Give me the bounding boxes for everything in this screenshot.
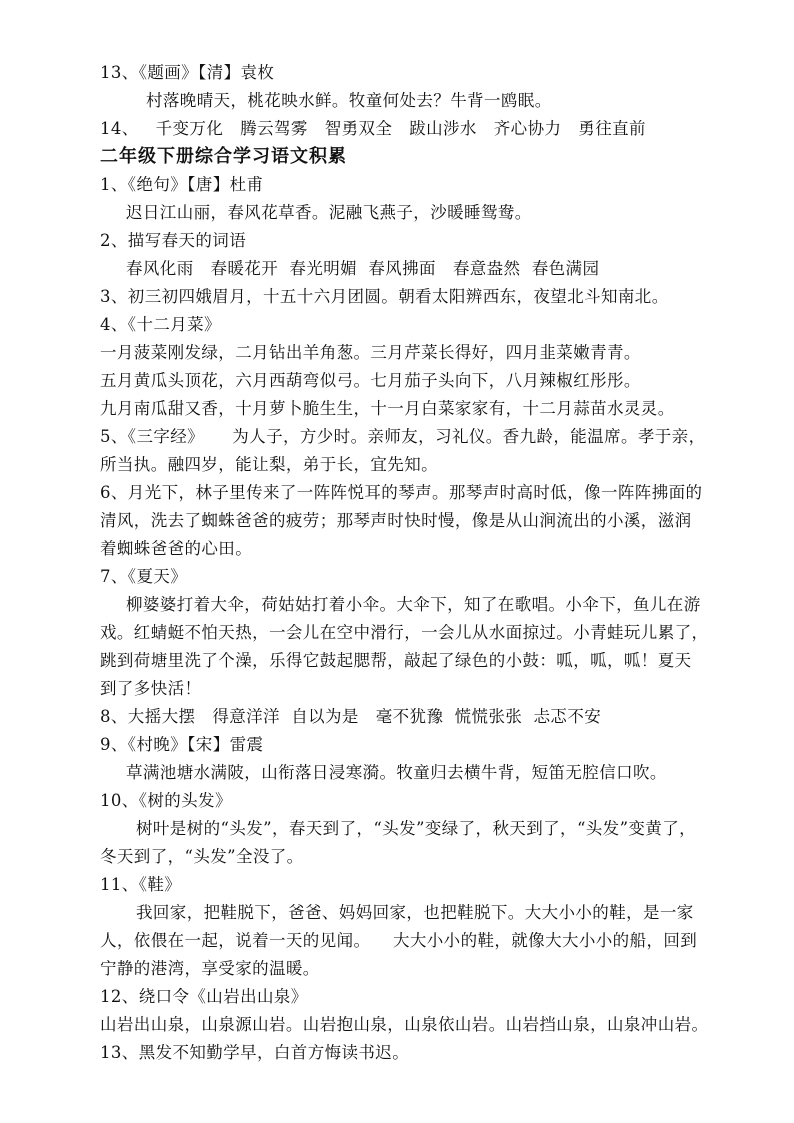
item-9-title: 9、《村晚》【宋】雷震 [100,735,264,754]
item-8-idioms: 8、大摇大摆 得意洋洋 自以为是 毫不犹豫 慌慌张张 忐忑不安 [100,707,602,726]
summer-line-2: 戏。红蜻蜓不怕天热，一会儿在空中滑行，一会儿从水面掠过。小青蛙玩儿累了， [100,623,709,642]
vegetables-line-3: 九月南瓜甜又香，十月萝卜脆生生，十一月白菜家家有，十二月蒜苗水灵灵。 [100,399,675,418]
section-heading: 二年级下册综合学习语文积累 [100,146,347,167]
item-1-title: 1、《绝句》【唐】杜甫 [100,175,264,194]
vegetables-line-2: 五月黄瓜头顶花，六月西葫弯似弓。七月茄子头向下，八月辣椒红彤彤。 [100,371,641,390]
item-5-sanzijing-line-2: 所当执。融四岁，能让梨，弟于长，宜先知。 [100,455,438,474]
item-12-title: 12、绕口令《山岩出山泉》 [100,987,308,1006]
item-13-title: 13、《题画》【清】袁枚 [100,63,275,82]
tongue-twister-text: 山岩出山泉，山泉源山岩。山岩抱山泉，山泉依山岩。山岩挡山泉，山泉冲山岩。 [100,1015,709,1034]
item-13-proverb: 13、黑发不知勤学早，白首方悔读书迟。 [100,1043,410,1062]
summer-line-3: 跳到荷塘里洗了个澡，乐得它鼓起腮帮，敲起了绿色的小鼓：呱，呱，呱！夏天 [100,651,692,670]
item-6-line-2: 清风，洗去了蜘蛛爸爸的疲劳；那琴声时快时慢，像是从山涧流出的小溪，滋润 [100,511,692,530]
item-6-line-1: 6、月光下，林子里传来了一阵阵悦耳的琴声。那琴声时高时低，像一阵阵拂面的 [100,483,703,502]
item-5-sanzijing-line-1: 5、《三字经》 为人子，方少时。亲师友，习礼仪。香九龄，能温席。孝于亲， [100,427,706,446]
tree-hair-line-2: 冬天到了，“头发”全没了。 [100,847,304,866]
item-6-line-3: 着蜘蛛爸爸的心田。 [100,539,253,558]
item-7-title: 7、《夏天》 [100,567,188,586]
item-11-title: 11、《鞋》 [100,875,182,894]
tree-hair-line-1: 树叶是树的“头发”，春天到了，“头发”变绿了，秋天到了，“头发”变黄了， [136,819,697,838]
poem-tihua-text: 村落晚晴天，桃花映水鲜。牧童何处去？牛背一鸥眠。 [146,91,552,110]
poem-jueju-text: 迟日江山丽，春风花草香。泥融飞燕子，沙暖睡鸳鸯。 [126,203,532,222]
vegetables-line-1: 一月菠菜刚发绿，二月钻出羊角葱。三月芹菜长得好，四月韭菜嫩青青。 [100,343,641,362]
spring-words: 春风化雨 春暖花开 春光明媚 春风拂面 春意盎然 春色满园 [126,259,600,278]
item-4-title: 4、《十二月菜》 [100,315,221,334]
item-3-text: 3、初三初四娥眉月，十五十六月团圆。朝看太阳辨西东，夜望北斗知南北。 [100,287,669,306]
poem-cunwan-text: 草满池塘水满陂，山衔落日浸寒漪。牧童归去横牛背，短笛无腔信口吹。 [126,763,667,782]
summer-line-1: 柳婆婆打着大伞，荷姑姑打着小伞。大伞下，知了在歌唱。小伞下，鱼儿在游 [126,595,701,614]
item-14-idioms: 14、 千变万化 腾云驾雾 智勇双全 跋山涉水 齐心协力 勇往直前 [100,119,646,138]
item-2-title: 2、描写春天的词语 [100,231,247,250]
shoes-line-1: 我回家，把鞋脱下，爸爸、妈妈回家，也把鞋脱下。大大小小的鞋，是一家 [136,903,694,922]
shoes-line-3: 宁静的港湾，享受家的温暖。 [100,959,320,978]
summer-line-4: 到了多快活！ [100,679,202,698]
item-10-title: 10、《树的头发》 [100,791,232,810]
shoes-line-2: 人，依偎在一起，说着一天的见闻。 大大小小的鞋，就像大大小小的船，回到 [100,931,698,950]
